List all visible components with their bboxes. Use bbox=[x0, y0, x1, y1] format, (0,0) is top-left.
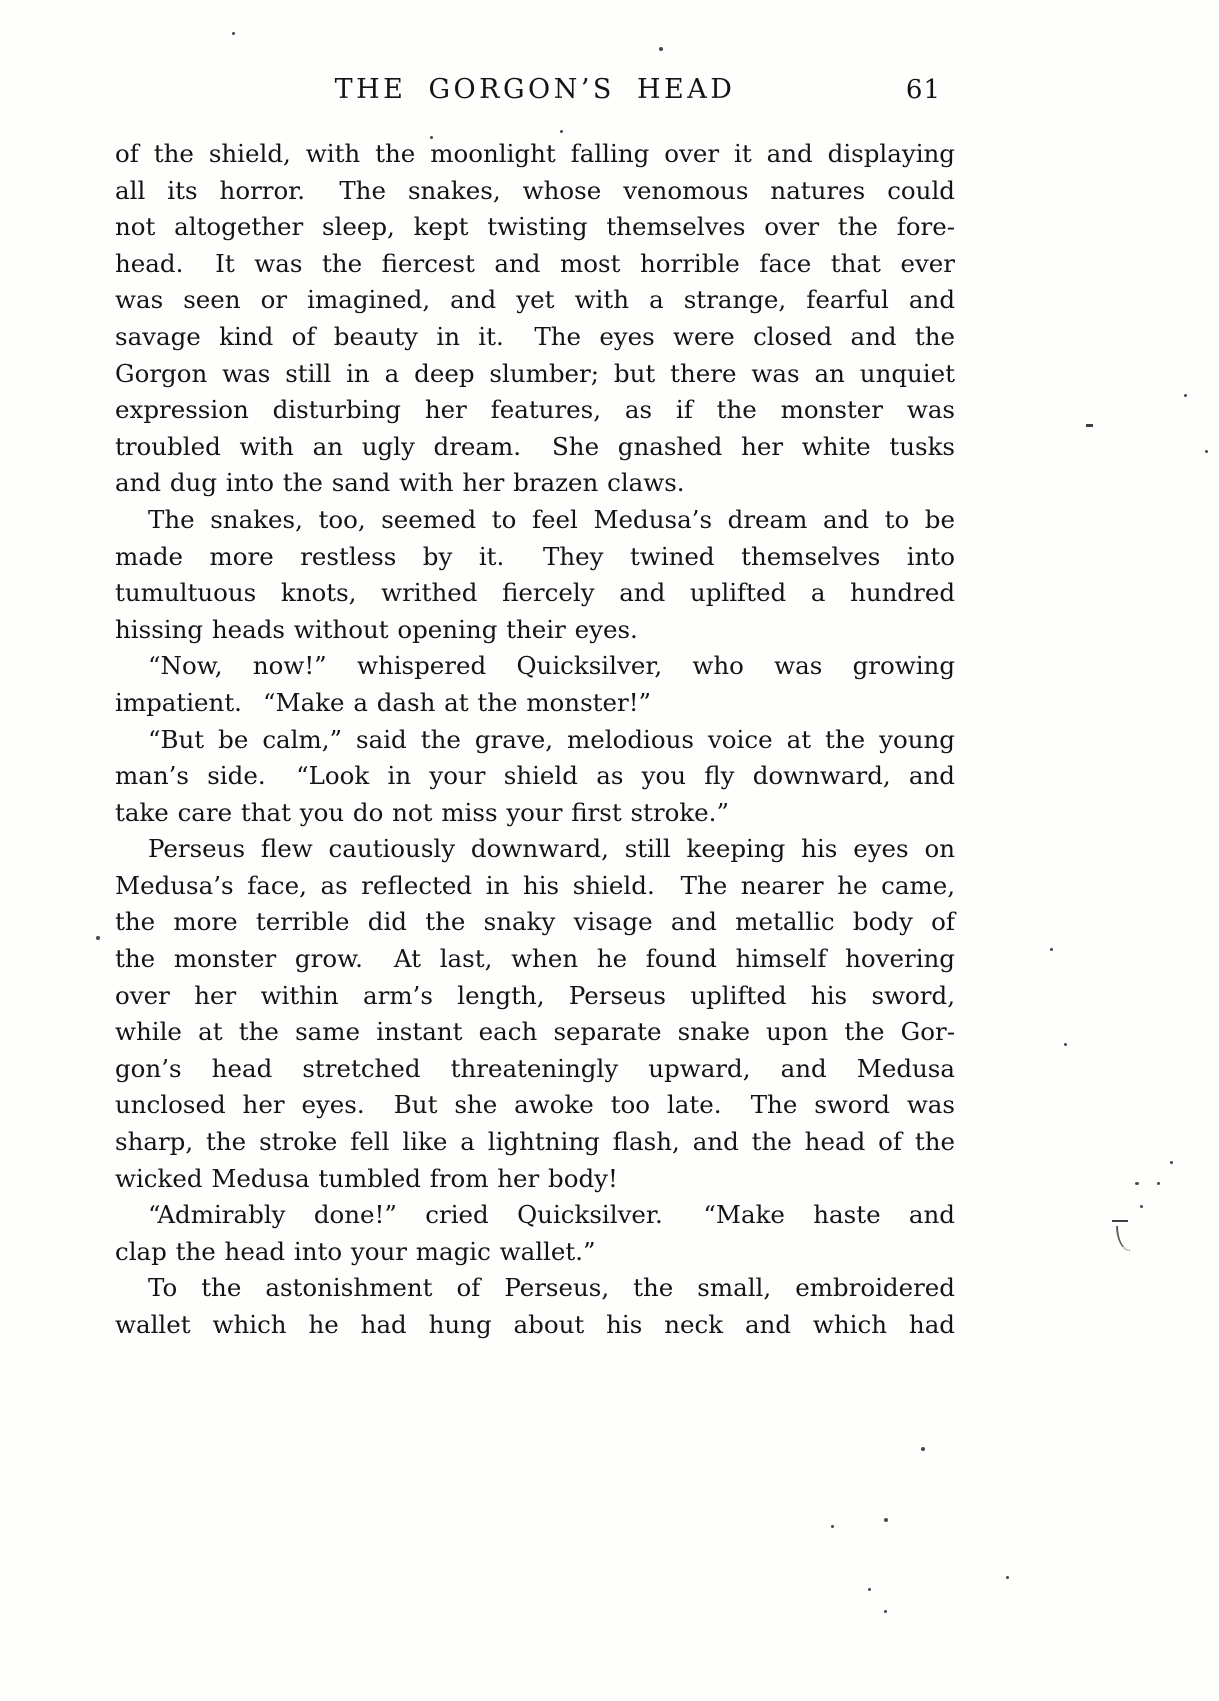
paragraph bbox=[115, 722, 955, 832]
scan-artifact-dot bbox=[884, 1518, 888, 1522]
scan-artifact-dot bbox=[1135, 1182, 1139, 1185]
scan-artifact-dot bbox=[884, 1610, 887, 1613]
text-line: head. It was the fiercest and most horrible face that ever bbox=[115, 248, 955, 278]
text-line: not altogether sleep, kept twisting themselves over the fore- bbox=[115, 212, 955, 242]
text-line: savage kind of beauty in it. The eyes were closed and the bbox=[115, 321, 955, 351]
scan-artifact-dot bbox=[96, 936, 100, 940]
scan-artifact-dot bbox=[1064, 1043, 1067, 1046]
scan-artifact-dot bbox=[430, 136, 433, 139]
text-block bbox=[115, 136, 955, 1344]
text-line: Medusa’s face, as reflected in his shield. The nearer he came, bbox=[115, 870, 955, 900]
page-number: 61 bbox=[905, 75, 941, 105]
scan-artifact-curve bbox=[1116, 1226, 1130, 1251]
paragraph bbox=[115, 1270, 955, 1343]
text-line: all its horror. The snakes, whose venomous natures could bbox=[115, 175, 955, 205]
text-line: and dug into the sand with her brazen claws. bbox=[115, 468, 685, 498]
text-line: To the astonishment of Perseus, the small, embroidered bbox=[148, 1273, 955, 1303]
scan-artifact-dot bbox=[1006, 1576, 1009, 1579]
text-line: expression disturbing her features, as if the monster was bbox=[115, 395, 955, 425]
text-line: Gorgon was still in a deep slumber; but there was an unquiet bbox=[115, 358, 955, 388]
scan-artifact-dot bbox=[921, 1447, 925, 1451]
scan-artifact-dash bbox=[1086, 424, 1093, 427]
text-line: of the shield, with the moonlight falling over it and displaying bbox=[115, 139, 955, 168]
text-line: while at the same instant each separate snake upon the Gor- bbox=[115, 1017, 955, 1047]
text-line: “But be calm,” said the grave, melodious voice at the young bbox=[148, 724, 955, 754]
scan-artifact-dot bbox=[560, 130, 563, 133]
text-line: “Admirably done!” cried Quicksilver. “Make haste and bbox=[148, 1200, 955, 1230]
paragraph bbox=[115, 831, 955, 1197]
page-header bbox=[115, 74, 955, 114]
text-line: “Now, now!” whispered Quicksilver, who was growing bbox=[148, 651, 955, 681]
text-line: clap the head into your magic wallet.” bbox=[115, 1236, 596, 1266]
paragraph bbox=[115, 136, 955, 502]
text-line: the monster grow. At last, when he found himself hovering bbox=[115, 944, 955, 974]
scan-artifact-dot bbox=[232, 32, 235, 35]
scan-artifact-dot bbox=[1170, 1161, 1173, 1164]
text-line: sharp, the stroke fell like a lightning flash, and the head of the bbox=[115, 1127, 955, 1157]
paragraph bbox=[115, 1197, 955, 1270]
text-line: unclosed her eyes. But she awoke too late. The sword was bbox=[115, 1090, 955, 1120]
scan-artifact-dot bbox=[659, 47, 663, 51]
scan-artifact-dot bbox=[1205, 450, 1208, 453]
text-line: take care that you do not miss your first stroke.” bbox=[115, 797, 729, 827]
text-line: over her within arm’s length, Perseus uplifted his sword, bbox=[115, 980, 955, 1010]
text-line: the more terrible did the snaky visage and metallic body of bbox=[115, 907, 955, 937]
scan-artifact-dot bbox=[1157, 1182, 1160, 1185]
text-line: troubled with an ugly dream. She gnashed her white tusks bbox=[115, 431, 955, 461]
text-line: Perseus flew cautiously downward, still keeping his eyes on bbox=[148, 834, 955, 864]
paragraph bbox=[115, 502, 955, 648]
scan-artifact-dash bbox=[1112, 1220, 1128, 1222]
scan-artifact-dot bbox=[868, 1588, 871, 1591]
text-line: tumultuous knots, writhed fiercely and uplifted a hundred bbox=[115, 578, 955, 608]
text-line: was seen or imagined, and yet with a strange, fearful and bbox=[115, 285, 955, 315]
scan-artifact-dot bbox=[1140, 1205, 1143, 1208]
text-line: impatient. “Make a dash at the monster!” bbox=[115, 687, 652, 717]
text-line: wallet which he had hung about his neck and which had bbox=[115, 1310, 955, 1339]
paragraph bbox=[115, 648, 955, 721]
text-line: gon’s head stretched threateningly upward, and Medusa bbox=[115, 1053, 955, 1083]
text-line: made more restless by it. They twined themselves into bbox=[115, 541, 955, 571]
scan-artifact-dot bbox=[1050, 948, 1053, 951]
text-line: wicked Medusa tumbled from her body! bbox=[115, 1163, 618, 1193]
scan-artifact-dot bbox=[1184, 394, 1187, 397]
scan-artifact-dot bbox=[831, 1525, 834, 1528]
text-line: hissing heads without opening their eyes. bbox=[115, 614, 638, 644]
text-line: The snakes, too, seemed to feel Medusa’s dream and to be bbox=[148, 504, 955, 534]
running-head-title: THE GORGON’S HEAD bbox=[334, 74, 736, 105]
text-line: man’s side. “Look in your shield as you fly downward, and bbox=[115, 761, 955, 791]
